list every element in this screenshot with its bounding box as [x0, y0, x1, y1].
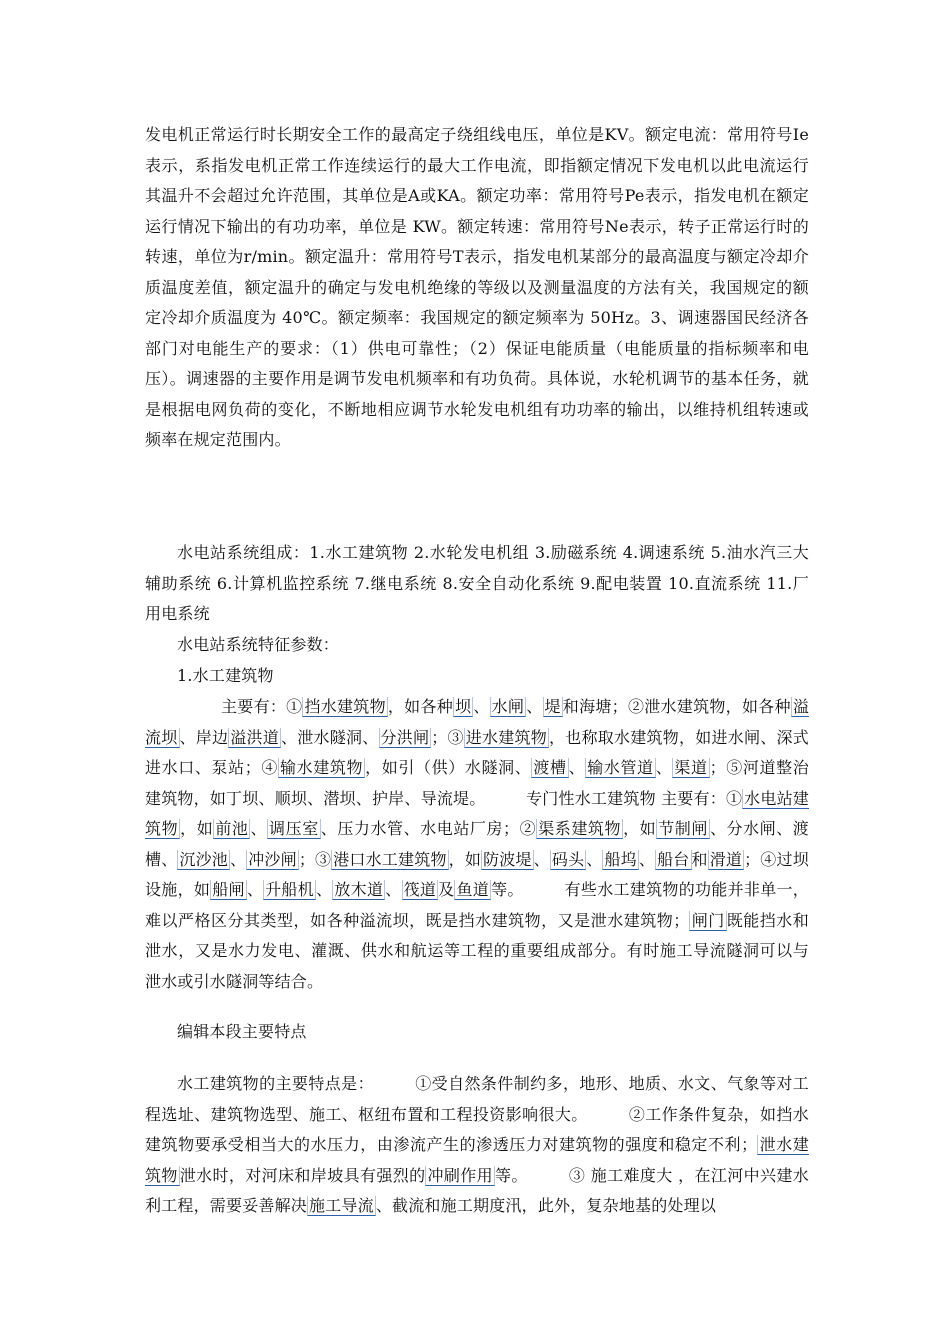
term-link[interactable]: 船坞	[604, 849, 637, 869]
text-run: 、	[473, 697, 490, 716]
text-run: 、	[526, 697, 543, 716]
term-link[interactable]: 进水建筑物	[465, 727, 547, 747]
text-run: 、	[568, 758, 586, 777]
term-link[interactable]: 溢洪道	[230, 727, 279, 747]
paragraph-structure-types	[145, 692, 809, 997]
text-run: ；⑤河道整治建筑物，如丁坝、顺坝、潜坝、护岸、导流堤。 专门性水工建筑物 主要有：①	[145, 758, 809, 808]
term-link[interactable]: 渡槽	[533, 758, 567, 777]
term-link[interactable]: 闸门	[691, 910, 725, 930]
text-run: 、	[533, 849, 550, 869]
text-run: ；③	[298, 849, 332, 869]
term-link[interactable]: 输水管道	[587, 758, 654, 777]
term-link[interactable]: 码头	[551, 849, 585, 869]
text-run: 、压力水管、水电站厂房；②	[320, 819, 537, 838]
term-link[interactable]: 船闸	[212, 880, 245, 899]
text-run: 、	[316, 880, 333, 899]
term-link[interactable]: 调压室	[269, 819, 319, 838]
text-run: ，如	[623, 819, 657, 838]
text-run: ；④过坝设施，如	[145, 849, 809, 899]
term-link[interactable]: 鱼道	[456, 880, 490, 899]
text-run: 、泄水隧洞、	[281, 727, 379, 747]
text-run: 等。 有些水工建筑物的功能并非单一，难以严格区分其类型，如各种溢流坝，既是挡水建筑物，又是泄水建筑物；	[145, 880, 810, 930]
text-run: ；③	[431, 727, 464, 747]
text-run: 、	[638, 849, 656, 869]
text-run: ，如	[180, 819, 214, 838]
text-run: 、	[246, 880, 264, 899]
term-link[interactable]: 船台	[657, 849, 690, 869]
text-run: 、	[385, 880, 402, 899]
text-run: 、岸边	[179, 727, 229, 747]
paragraph-main-features	[145, 1069, 809, 1222]
text-run: ，如	[448, 849, 482, 869]
text-run: 、	[250, 819, 268, 838]
term-link[interactable]: 输水建筑物	[280, 758, 364, 777]
term-link[interactable]: 分洪闸	[380, 727, 430, 747]
text-run: 、截流和施工期度汛，此外，复杂地基的处理以	[375, 1196, 717, 1215]
term-link[interactable]: 施工导流	[309, 1196, 374, 1215]
text-run: 、	[230, 849, 247, 869]
paragraph-feature-parameters: 水电站系统特征参数：	[177, 635, 340, 654]
paragraph-system-composition: 水电站系统组成：1.水工建筑物 2.水轮发电机组 3.励磁系统 4.调速系统 5.油水汽三大辅助系统 6.计算机监控系统 7.继电系统 8.安全自动化系统 9.配电装置 10.直流系统 11.厂用电系统	[145, 543, 809, 623]
term-link[interactable]: 前池	[215, 819, 249, 838]
term-link[interactable]: 渠道	[674, 758, 708, 777]
term-link[interactable]: 滑道	[709, 849, 743, 869]
term-link[interactable]: 水闸	[491, 697, 525, 716]
text-run: 、分水闸、渡槽、	[145, 819, 809, 869]
term-link[interactable]: 筏道	[403, 880, 437, 899]
section-heading-main-features: 编辑本段主要特点	[177, 1022, 307, 1041]
term-link[interactable]: 放木道	[334, 880, 384, 899]
term-link[interactable]: 坝	[455, 697, 472, 716]
term-link[interactable]: 水电站建筑物	[145, 788, 809, 838]
term-link[interactable]: 节制闸	[658, 819, 708, 838]
text-run: ，如各种	[387, 697, 454, 716]
text-run: 及	[438, 880, 455, 899]
term-link[interactable]: 港口水工建筑物	[333, 849, 447, 869]
term-link[interactable]: 冲沙闸	[248, 849, 297, 869]
text-run: 和	[691, 849, 708, 869]
term-link[interactable]: 堤	[544, 697, 561, 716]
term-link[interactable]: 防波堤	[483, 849, 532, 869]
paragraph-generator-ratings: 发电机正常运行时长期安全工作的最高定子绕组线电压，单位是KV。额定电流：常用符号Ie表示，系指发电机正常工作连续运行的最大工作电流，即指额定情况下发电机以此电流运行其温升不会超过允许范围，其单位是A或KA。额定功率：常用符号Pe表示，指发电机在额定运行情况下输出的有功功率，单位是 KW。额定转速：常用符号Ne表示，转子正常运行时的转速，单位为r/min。额定温升：常用符号T表示，指发电机某部分的最高温度与额定冷却介质温度差值，额定温升的确定与发电机绝缘的等级以及测量温度的方法有关，我国规定的额定冷却介质温度为 40℃。额定频率：我国规定的额定频率为 50Hz。3、调速器国民经济各部门对电能生产的要求：（1）供电可靠性；（2）保证电能质量（电能质量的指标频率和电压）。调速器的主要作用是调节发电机频率和有功负荷。具体说，水轮机调节的基本任务，就是根据电网负荷的变化，不断地相应调节水轮发电机组有功功率的输出，以维持机组转速或频率在规定范围内。	[145, 125, 809, 449]
text-run: 和海塘；②泄水建筑物，如各种	[562, 697, 791, 716]
text-run: 、	[586, 849, 603, 869]
term-link[interactable]: 渠系建筑物	[538, 819, 622, 838]
text-run: 等。 ③ 施工难度大 ，在江河中兴建水利工程，需要妥善解决	[145, 1165, 809, 1215]
term-link[interactable]: 沉沙池	[179, 849, 229, 869]
term-link[interactable]: 溢流坝	[145, 697, 810, 747]
text-run: 既能挡水和泄水，又是水力发电、灌溉、供水和航运等工程的重要组成部分。有时施工导流隧洞可以与泄水或引水隧洞等结合。	[145, 910, 809, 991]
text-run: 、	[655, 758, 673, 777]
term-link[interactable]: 升船机	[265, 880, 315, 899]
text-run: 主要有：①	[221, 697, 303, 716]
term-link[interactable]: 挡水建筑物	[304, 697, 386, 716]
text-run: ，如引（供）水隧洞、	[365, 758, 532, 777]
term-link[interactable]: 泄水建筑物	[145, 1135, 809, 1185]
term-link[interactable]: 冲刷作用	[427, 1165, 494, 1185]
text-run: 泄水时，对河床和岸坡具有强烈的	[179, 1165, 426, 1185]
section-heading-hydraulic-structures: 1.水工建筑物	[177, 666, 274, 685]
text-run: 水工建筑物的主要特点是： ①受自然条件制约多，地形、地质、水文、气象等对工程选址、建筑物选型、施工、枢纽布置和工程投资影响很大。 ②工作条件复杂，如挡水建筑物要承受相当大的水压力，由渗流产生的渗透压力对建筑物的强度和稳定不利；	[145, 1074, 809, 1154]
text-run: ，也称取水建筑物，如进水闸、深式进水口、泵站；④	[145, 727, 809, 777]
